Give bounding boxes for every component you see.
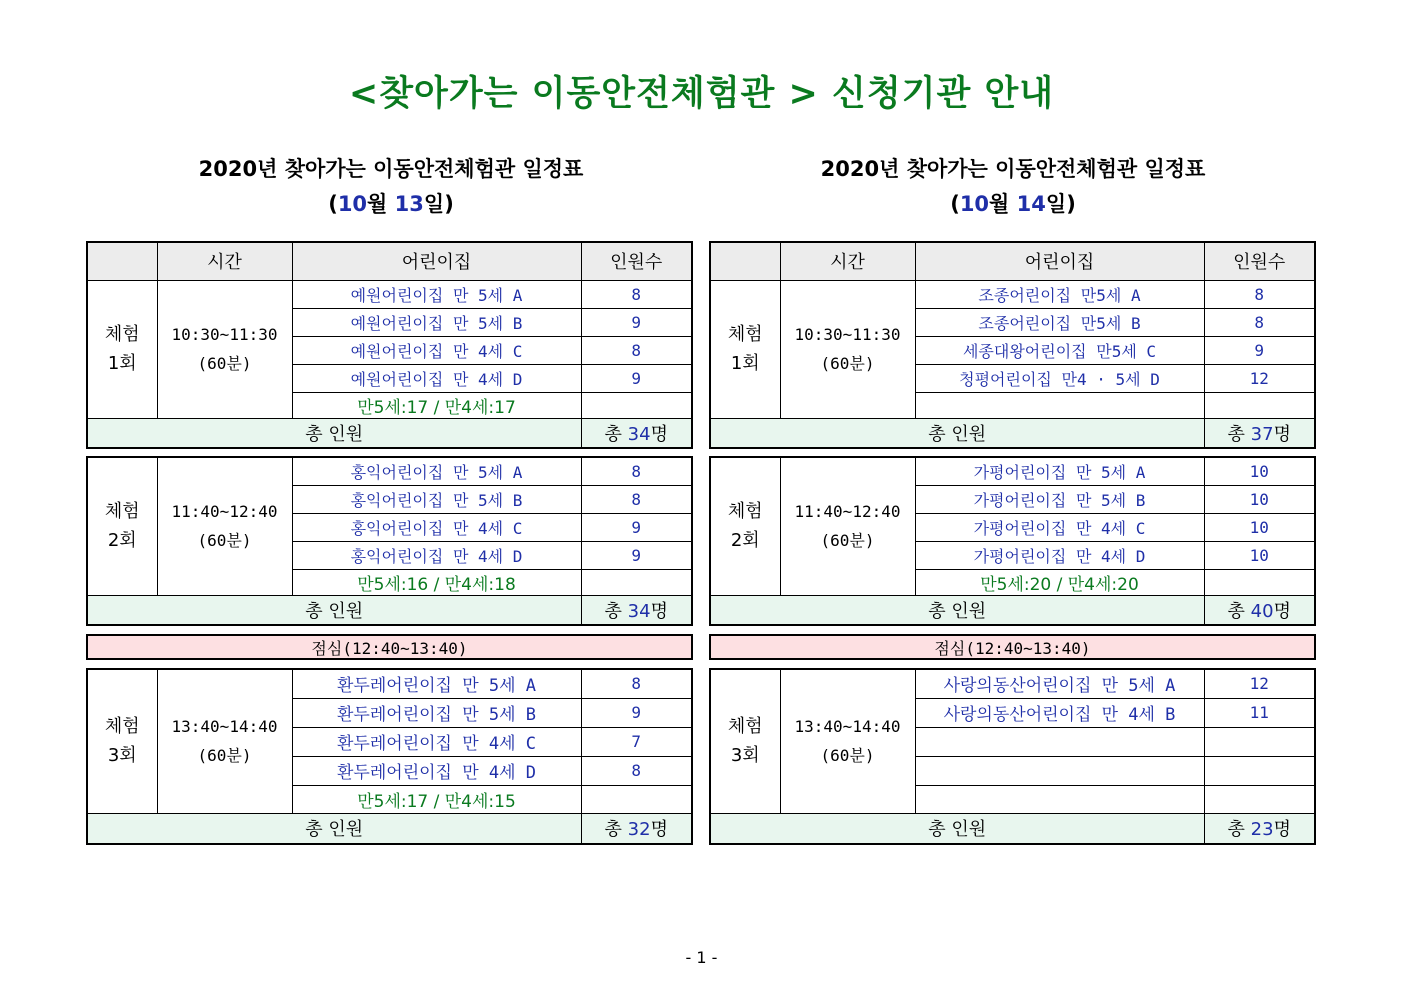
empty-cell <box>1204 785 1315 813</box>
session-time-range: 13:40~14:40 <box>794 717 901 737</box>
total-count <box>581 418 692 448</box>
header-time: 시간 <box>780 242 915 280</box>
session-label-line1: 체험 <box>727 501 763 523</box>
header-daycare: 어린이집 <box>292 242 581 280</box>
session-time <box>780 457 915 595</box>
total-label: 총 인원 <box>87 595 581 625</box>
schedule-date <box>86 188 696 220</box>
total-label: 총 인원 <box>87 813 581 844</box>
daycare-name: 조종어린이집 만5세 B <box>915 308 1204 336</box>
daycare-count: 8 <box>581 457 692 485</box>
age-summary <box>915 392 1204 418</box>
schedule-subtitle: 2020년 찾아가는 이동안전체험관 일정표 <box>198 157 584 181</box>
session-label-line1: 체험 <box>104 716 140 738</box>
daycare-count: 10 <box>1204 541 1315 569</box>
total-value: 34 <box>627 600 651 622</box>
session-2-table <box>709 456 1316 626</box>
daycare-name: 예원어린이집 만 5세 A <box>292 280 581 308</box>
session-label-line1: 체험 <box>104 501 140 523</box>
session-1-table <box>86 241 693 449</box>
daycare-count: 10 <box>1204 457 1315 485</box>
header-time: 시간 <box>157 242 292 280</box>
total-label: 총 인원 <box>710 418 1204 448</box>
daycare-name: 환두레어린이집 만 4세 C <box>292 727 581 756</box>
total-prefix: 총 <box>604 423 628 445</box>
total-unit: 명 <box>650 600 668 622</box>
daycare-count: 7 <box>581 727 692 756</box>
session-duration: (60분) <box>820 531 875 551</box>
daycare-name: 예원어린이집 만 5세 B <box>292 308 581 336</box>
daycare-count: 9 <box>1204 336 1315 364</box>
daycare-name: 사랑의동산어린이집 만 5세 A <box>915 669 1204 698</box>
date-open: ( <box>328 192 338 216</box>
daycare-name: 가평어린이집 만 4세 D <box>915 541 1204 569</box>
total-prefix: 총 <box>1227 819 1251 841</box>
daycare-count: 8 <box>581 280 692 308</box>
schedule-date <box>708 188 1318 220</box>
session-duration: (60분) <box>820 746 875 766</box>
session-time <box>157 669 292 813</box>
schedule-subtitle: 2020년 찾아가는 이동안전체험관 일정표 <box>820 157 1206 181</box>
age-summary: 만5세:17 / 만4세:17 <box>292 392 581 418</box>
session-time-range: 13:40~14:40 <box>171 717 278 737</box>
daycare-count: 12 <box>1204 364 1315 392</box>
session-duration: (60분) <box>197 531 252 551</box>
daycare-name <box>915 756 1204 785</box>
daycare-name: 예원어린이집 만 4세 D <box>292 364 581 392</box>
header-count: 인원수 <box>581 242 692 280</box>
session-duration: (60분) <box>197 354 252 373</box>
session-label-line2: 3회 <box>730 745 760 767</box>
date-close: ) <box>1066 192 1076 216</box>
session-2-table <box>86 456 693 626</box>
empty-cell <box>581 392 692 418</box>
session-time-range: 11:40~12:40 <box>794 502 901 522</box>
daycare-count <box>1204 756 1315 785</box>
total-value: 34 <box>627 423 651 445</box>
session-label <box>87 669 157 813</box>
daycare-name: 환두레어린이집 만 5세 B <box>292 698 581 727</box>
daycare-count: 9 <box>581 541 692 569</box>
total-unit: 명 <box>650 423 668 445</box>
daycare-name: 가평어린이집 만 4세 C <box>915 513 1204 541</box>
left-schedule-heading <box>86 154 696 220</box>
daycare-name: 홍익어린이집 만 5세 B <box>292 485 581 513</box>
session-duration: (60분) <box>820 354 875 373</box>
daycare-name: 홍익어린이집 만 4세 C <box>292 513 581 541</box>
session-3-table <box>86 668 693 845</box>
total-prefix: 총 <box>604 819 628 841</box>
session-label-line2: 3회 <box>107 745 137 767</box>
daycare-name: 가평어린이집 만 5세 A <box>915 457 1204 485</box>
session-label-line1: 체험 <box>104 324 140 345</box>
age-summary <box>915 785 1204 813</box>
date-open: ( <box>950 192 960 216</box>
session-1-table <box>709 241 1316 449</box>
daycare-count: 10 <box>1204 485 1315 513</box>
header-blank <box>87 242 157 280</box>
total-count <box>581 595 692 625</box>
date-day-unit: 일 <box>423 192 445 216</box>
daycare-count: 8 <box>581 756 692 785</box>
session-label <box>710 669 780 813</box>
total-value: 37 <box>1250 423 1274 445</box>
session-duration: (60분) <box>197 746 252 766</box>
session-time <box>157 280 292 418</box>
daycare-count: 8 <box>1204 308 1315 336</box>
session-label-line1: 체험 <box>727 324 763 345</box>
date-day: 14 <box>1016 192 1046 216</box>
total-label: 총 인원 <box>710 813 1204 844</box>
daycare-count: 12 <box>1204 669 1315 698</box>
daycare-count: 11 <box>1204 698 1315 727</box>
daycare-count: 10 <box>1204 513 1315 541</box>
total-value: 32 <box>627 819 651 841</box>
total-prefix: 총 <box>604 600 628 622</box>
empty-cell <box>581 785 692 813</box>
date-close: ) <box>444 192 454 216</box>
daycare-name: 청평어린이집 만4 · 5세 D <box>915 364 1204 392</box>
page-number: - 1 - <box>685 948 718 967</box>
session-time-range: 11:40~12:40 <box>171 502 278 522</box>
age-summary: 만5세:20 / 만4세:20 <box>915 569 1204 595</box>
date-month: 10 <box>959 192 990 216</box>
session-3-table <box>709 668 1316 845</box>
session-label-line2: 1회 <box>107 353 137 374</box>
daycare-name: 세종대왕어린이집 만5세 C <box>915 336 1204 364</box>
daycare-name <box>915 727 1204 756</box>
date-day-unit: 일 <box>1045 192 1067 216</box>
session-time-range: 10:30~11:30 <box>171 325 278 344</box>
daycare-count: 9 <box>581 513 692 541</box>
session-label-line1: 체험 <box>727 716 763 738</box>
daycare-count: 9 <box>581 364 692 392</box>
total-prefix: 총 <box>1227 423 1251 445</box>
empty-cell <box>1204 392 1315 418</box>
right-schedule-heading <box>708 154 1318 220</box>
session-label-line2: 2회 <box>730 530 760 552</box>
total-count <box>581 813 692 844</box>
session-time <box>780 280 915 418</box>
session-label <box>87 280 157 418</box>
empty-cell <box>581 569 692 595</box>
total-value: 23 <box>1250 819 1274 841</box>
lunch-bar: 점심(12:40~13:40) <box>709 634 1316 660</box>
daycare-name: 조종어린이집 만5세 A <box>915 280 1204 308</box>
page-title: <찾아가는 이동안전체험관 > 신청기관 안내 <box>348 74 1055 114</box>
daycare-count: 8 <box>581 669 692 698</box>
daycare-name: 환두레어린이집 만 4세 D <box>292 756 581 785</box>
header-daycare: 어린이집 <box>915 242 1204 280</box>
daycare-count: 9 <box>581 698 692 727</box>
session-label <box>710 457 780 595</box>
header-count: 인원수 <box>1204 242 1315 280</box>
daycare-name: 예원어린이집 만 4세 C <box>292 336 581 364</box>
daycare-name: 사랑의동산어린이집 만 4세 B <box>915 698 1204 727</box>
total-count <box>1204 418 1315 448</box>
daycare-count: 9 <box>581 308 692 336</box>
session-time <box>157 457 292 595</box>
header-blank <box>710 242 780 280</box>
date-month-unit: 월 <box>989 192 1017 216</box>
total-unit: 명 <box>1273 423 1291 445</box>
date-month-unit: 월 <box>367 192 395 216</box>
total-unit: 명 <box>650 819 668 841</box>
empty-cell <box>1204 569 1315 595</box>
daycare-count: 8 <box>581 336 692 364</box>
total-unit: 명 <box>1273 819 1291 841</box>
total-label: 총 인원 <box>87 418 581 448</box>
lunch-bar: 점심(12:40~13:40) <box>86 634 693 660</box>
age-summary: 만5세:17 / 만4세:15 <box>292 785 581 813</box>
session-label-line2: 1회 <box>730 353 760 374</box>
total-prefix: 총 <box>1227 600 1251 622</box>
session-label <box>87 457 157 595</box>
session-time-range: 10:30~11:30 <box>794 325 901 344</box>
date-month: 10 <box>337 192 368 216</box>
session-label-line2: 2회 <box>107 530 137 552</box>
daycare-name: 홍익어린이집 만 4세 D <box>292 541 581 569</box>
total-count <box>1204 595 1315 625</box>
daycare-count: 8 <box>1204 280 1315 308</box>
total-count <box>1204 813 1315 844</box>
session-time <box>780 669 915 813</box>
daycare-name: 환두레어린이집 만 5세 A <box>292 669 581 698</box>
daycare-name: 홍익어린이집 만 5세 A <box>292 457 581 485</box>
daycare-count <box>1204 727 1315 756</box>
daycare-name: 가평어린이집 만 5세 B <box>915 485 1204 513</box>
date-day: 13 <box>394 192 424 216</box>
age-summary: 만5세:16 / 만4세:18 <box>292 569 581 595</box>
total-unit: 명 <box>1273 600 1291 622</box>
session-label <box>710 280 780 418</box>
total-value: 40 <box>1250 600 1274 622</box>
total-label: 총 인원 <box>710 595 1204 625</box>
daycare-count: 8 <box>581 485 692 513</box>
